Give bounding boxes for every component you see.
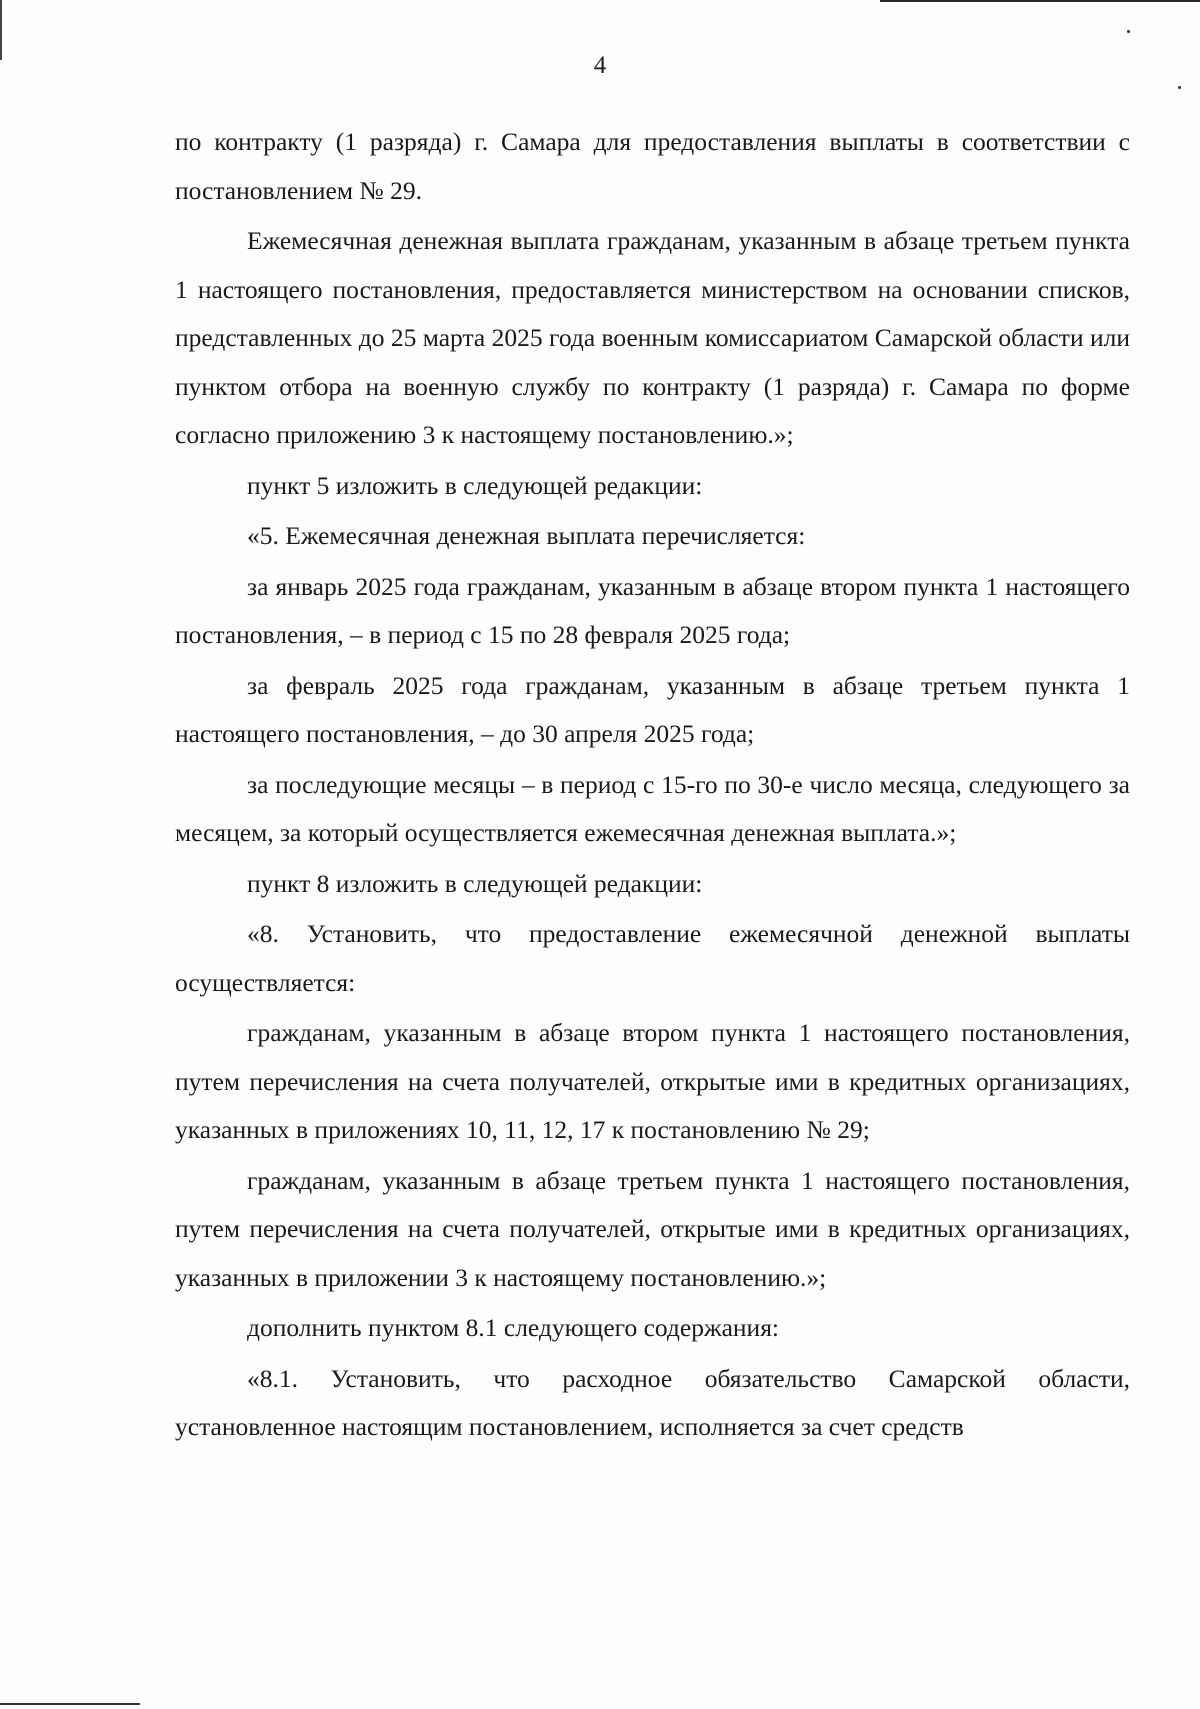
scan-speck bbox=[1127, 30, 1130, 33]
document-body bbox=[175, 118, 1130, 1454]
scan-edge-line-left bbox=[0, 0, 2, 60]
paragraph-10: гражданам, указанным в абзаце втором пункта 1 настоящего постановления, путем перечисления на счета получателей, открытые ими в кредитных организациях, указанных в приложениях 10, 11, 12, 17 к постановлению № 29; bbox=[175, 1018, 1130, 1144]
paragraph-6: за февраль 2025 года гражданам, указанным в абзаце третьем пункта 1 настоящего постановления, – до 30 апреля 2025 года; bbox=[175, 670, 1130, 748]
paragraph-5: за январь 2025 года гражданам, указанным в абзаце втором пункта 1 настоящего постановления, – в период с 15 по 28 февраля 2025 года; bbox=[175, 571, 1130, 649]
paragraph-3: пункт 5 изложить в следующей редакции: bbox=[247, 470, 703, 500]
paragraph-1: по контракту (1 разряда) г. Самара для предоставления выплаты в соответствии с постановлением № 29. bbox=[175, 127, 1130, 205]
paragraph-9: «8. Установить, что предоставление ежемесячной денежной выплаты осуществляется: bbox=[175, 919, 1130, 997]
scan-edge-line-top bbox=[880, 0, 1200, 2]
paragraph-2: Ежемесячная денежная выплата гражданам, указанным в абзаце третьем пункта 1 настоящего постановления, предоставляется министерством на основании списков, представленных до 25 марта 2025 года военным комиссариатом Самарской области или пунктом отбора на военную службу по контракту (1 разряда) г. Самара по форме согласно приложению 3 к настоящему постановлению.»; bbox=[175, 226, 1130, 449]
paragraph-7: за последующие месяцы – в период с 15-го по 30-е число месяца, следующего за месяцем, за который осуществляется ежемесячная денежная выплата.»; bbox=[175, 769, 1130, 847]
paragraph-12: дополнить пунктом 8.1 следующего содержания: bbox=[247, 1313, 780, 1342]
scan-edge-line-bottom bbox=[0, 1703, 140, 1705]
page-number: 4 bbox=[593, 52, 607, 79]
paragraph-11: гражданам, указанным в абзаце третьем пункта 1 настоящего постановления, путем перечисления на счета получателей, открытые ими в кредитных организациях, указанных в приложении 3 к настоящему постановлению.»; bbox=[175, 1165, 1130, 1292]
paragraph-13: «8.1. Установить, что расходное обязательство Самарской области, установленное настоящим постановлением, исполняется за счет средств bbox=[175, 1363, 1130, 1441]
scan-speck bbox=[1178, 86, 1181, 89]
paragraph-4: «5. Ежемесячная денежная выплата перечисляется: bbox=[247, 521, 806, 550]
paragraph-8: пункт 8 изложить в следующей редакции: bbox=[247, 868, 703, 898]
